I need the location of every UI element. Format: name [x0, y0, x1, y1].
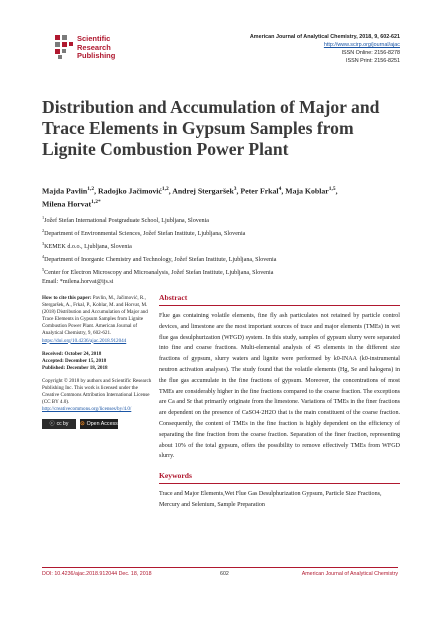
open-access-badge[interactable] [80, 419, 118, 429]
keywords-text: Trace and Major Elements,Wet Flue Gas Desulphurization Gypsum, Particle Size Fractions, Mercury and Selenium, Sample Preparation [159, 491, 382, 508]
journal-url-link[interactable]: http://www.scirp.org/journal/ajac [323, 42, 400, 48]
received-date: Received: October 24, 2018 [42, 350, 102, 357]
publisher-name [77, 35, 115, 61]
license-link[interactable]: http://creativecommons.org/licenses/by/4.0/ [42, 406, 132, 413]
footer-journal: American Journal of Analytical Chemistry [301, 571, 398, 577]
authors-line-2: Milena Horvat$^{1,2*}$ [42, 198, 101, 209]
affiliation-2: $^2$Department of Environmental Sciences, Jožef Stefan Institute, Ljubljana, Slovenia [42, 228, 246, 238]
cite-doi-link[interactable]: https://doi.org/10.4236/ajac.2018.912044 [42, 337, 127, 344]
sidebar [42, 295, 152, 429]
affiliations [42, 213, 402, 287]
affiliation-3: $^3$KEMEK d.o.o., Ljubljana, Slovenia [42, 241, 132, 251]
footer-doi: DOI: 10.4236/ajac.2018.912044 Dec. 18, 2018 [42, 571, 152, 577]
cc-icon: ⓒ [49, 420, 55, 427]
cite-text: Pavlin, M., Jačimović, R., Stergaršek, A., Frkal, P., Koblar, M. and Horvat, M. (2018) Distribution and Accumulation of Major and Trace Elements in Gypsum Samples from Lignite Combustion Power Plant. American Journal of Analytical Chemistry, 9, 602-621. [42, 295, 148, 337]
article-title: Distribution and Accumulation of Major and Trace Elements in Gypsum Samples from Lignite Combustion Power Plant [42, 97, 380, 159]
accepted-date: Accepted: December 15, 2018 [42, 357, 107, 364]
affiliation-4: $^4$Department of Inorganic Chemistry and Technology, Jožef Stefan Institute, Ljubljana, Slovenia [42, 254, 277, 264]
corresponding-email: Email: *milena.horvat@ijs.si [42, 279, 114, 286]
cite-label: How to cite this paper: [42, 295, 92, 301]
publisher-logo-icon [53, 33, 75, 61]
open-lock-icon: ⊙ [80, 420, 85, 427]
cc-label: cc by [56, 420, 69, 427]
dates [42, 351, 152, 372]
journal-reference: American Journal of Analytical Chemistry, 2018, 9, 602-621 [249, 34, 400, 40]
authors-line-1: Majda Pavlin$^{1,2}$, Radojko Jačimović$^{1,2}$, Andrej Stergaršek$^3$, Peter Frkal$^4$, Maja Koblar$^{1,5}$, [42, 186, 338, 196]
publisher-logo [53, 33, 123, 65]
journal-info [250, 33, 400, 65]
published-date: Published: December 18, 2018 [42, 364, 108, 371]
issn-online: ISSN Online: 2156-8278 [341, 50, 400, 56]
issn-print: ISSN Print: 2156-8251 [346, 58, 400, 64]
keywords-heading: Keywords [159, 471, 400, 484]
cc-by-badge[interactable] [42, 419, 76, 429]
copyright-text: Copyright © 2018 by authors and Scientific Research Publishing Inc. This work is licensed under the Creative Commons Attribution International License (CC BY 4.0). [42, 377, 152, 406]
open-access-label: Open Access [86, 420, 118, 427]
affiliation-1: $^1$Jožef Stefan International Postgraduate School, Ljubljana, Slovenia [42, 215, 209, 225]
publisher-line-2: Research [77, 42, 111, 52]
main-column [159, 293, 400, 511]
publisher-line-1: Scientific [77, 34, 111, 43]
page-number: 602 [220, 571, 229, 577]
abstract-heading: Abstract [159, 293, 400, 306]
affiliation-5: $^5$Center for Electron Microscopy and Microanalysis, Jožef Stefan Institute, Ljubljana, Slovenia [42, 267, 274, 277]
abstract-text: Flue gas containing volatile elements, fine fly ash particulates not retained by particle control devices, and limestone are the most important sources of trace and major elements (TMEs) in wet flue gas desulphurization (WFGD) system. In this study, samples of gypsum slurry were separated into fine and coarse fractions. Multi-elemental analysis of 45 elements in the different size fractions of gypsum, slurry waters and lignite were performed by k0-INAA (k0-instrumental neutron activation analyses). The study found that the volatile elements (Hg, Se and halogens) in the flue gas accumulate in the fine fractions of gypsum. Moreover, the concentrations of most TMEs are considerably higher in the fine fractions compared to the coarse fraction. The exceptions are Ca and Sr that primarily originate from the limestone. Variations of TMEs in the finer fractions are dependent on the presence of CaSO4·2H2O that is the main constituent of the coarse fraction. Consequently, the content of TMEs in the fine fraction is highly dependent on the efficiency of separating the fine fraction from the coarse fraction. Separation of the finer fraction, representing about 10% of the total gypsum, offers the possibility to remove effectively TMEs from WFGD slurry. [159, 313, 400, 460]
citation [42, 295, 152, 345]
author-list [42, 184, 402, 209]
copyright [42, 378, 152, 413]
publisher-line-3: Publishing [77, 51, 116, 60]
page-footer [42, 567, 398, 577]
license-badges [42, 419, 152, 429]
